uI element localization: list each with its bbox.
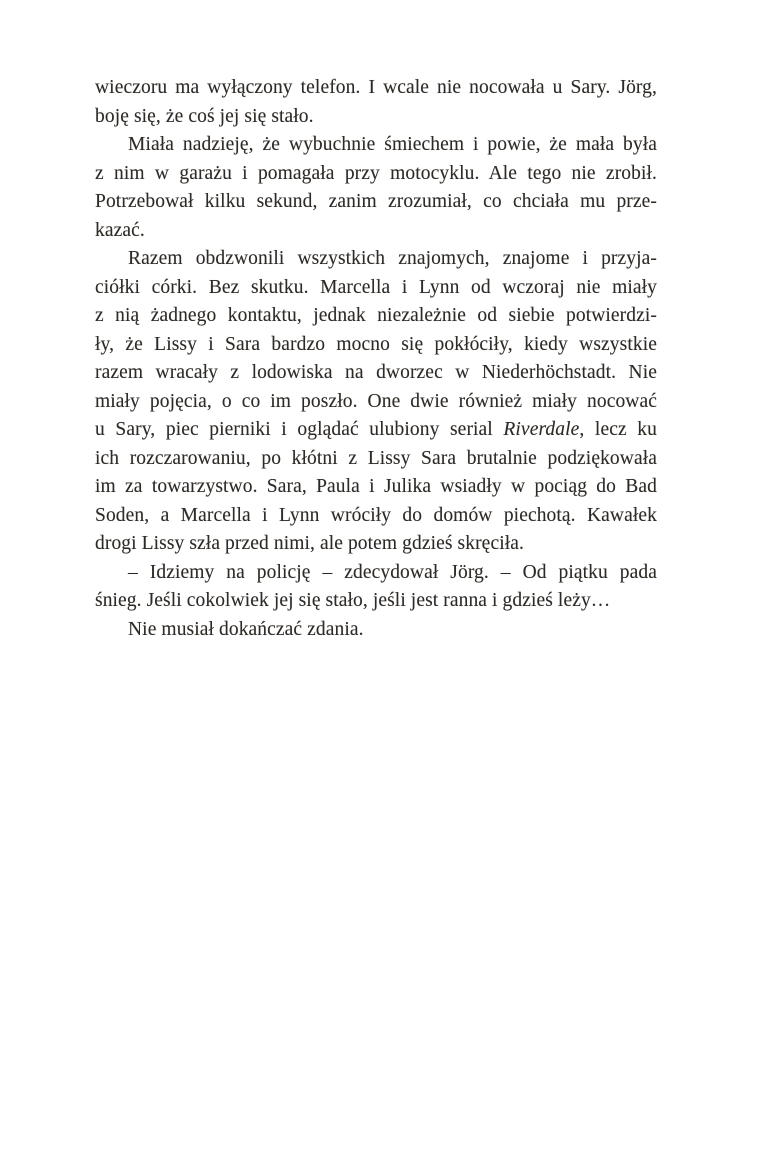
text-line	[95, 502, 657, 531]
text-block	[95, 74, 657, 644]
text-line-content: ich rozczarowaniu, po kłótni z Lissy Sara brutalnie podziękowała	[95, 447, 657, 469]
text-line	[95, 530, 657, 559]
text-line-content: wieczoru ma wyłączony telefon. I wcale nie nocowała u Sary. Jörg,	[95, 77, 657, 98]
text-line-content: drogi Lissy szła przed nimi, ale potem gdzieś skręciła.	[95, 533, 524, 554]
text-line-content: Nie musiał dokańczać zdania.	[128, 618, 364, 640]
text-line-content: miały pojęcia, o co im poszło. One dwie również miały nocować	[95, 390, 657, 412]
text-line	[95, 616, 657, 645]
text-line	[95, 302, 657, 331]
text-line-content: ły, że Lissy i Sara bardzo mocno się pokłóciły, kiedy wszystkie	[95, 333, 657, 355]
text-line-content: z nią żadnego kontaktu, jednak niezależnie od siebie potwierdzi-	[95, 305, 657, 326]
text-line-content: Miała nadzieję, że wybuchnie śmiechem i powie, że mała była	[128, 134, 657, 155]
text-line	[95, 160, 657, 189]
text-line-content: u Sary, piec pierniki i oglądać ulubiony serial Riverdale, lecz ku	[95, 419, 657, 440]
text-line-content: Razem obdzwonili wszystkich znajomych, znajome i przyja-	[128, 248, 657, 269]
text-line-content: im za towarzystwo. Sara, Paula i Julika wsiadły w pociąg do Bad	[95, 476, 657, 497]
text-line	[95, 331, 657, 360]
text-line	[95, 416, 657, 445]
text-line	[95, 217, 657, 246]
text-line	[95, 103, 657, 132]
text-line	[95, 587, 657, 616]
text-line-content: śnieg. Jeśli cokolwiek jej się stało, jeśli jest ranna i gdzieś leży…	[95, 590, 611, 611]
text-line	[95, 74, 657, 103]
text-line	[95, 473, 657, 502]
text-line-content: boję się, że coś jej się stało.	[95, 105, 314, 127]
text-line	[95, 274, 657, 303]
text-line-content: z nim w garażu i pomagała przy motocyklu. Ale tego nie zrobił.	[95, 162, 657, 184]
text-line	[95, 559, 657, 588]
italic-title-text: Riverdale	[503, 419, 580, 440]
text-line	[95, 131, 657, 160]
text-line	[95, 445, 657, 474]
text-line-content: ciółki córki. Bez skutku. Marcella i Lynn od wczoraj nie miały	[95, 276, 657, 298]
text-line-content: Soden, a Marcella i Lynn wróciły do domów piechotą. Kawałek	[95, 504, 657, 526]
text-line-content: razem wracały z lodowiska na dworzec w Niederhöchstadt. Nie	[95, 362, 657, 383]
text-line	[95, 388, 657, 417]
text-line-content: kazać.	[95, 219, 145, 241]
text-line	[95, 245, 657, 274]
text-line-content: – Idziemy na policję – zdecydował Jörg. – Od piątku pada	[128, 561, 657, 583]
text-line	[95, 188, 657, 217]
text-line-content: Potrzebował kilku sekund, zanim zrozumiał, co chciała mu prze-	[95, 191, 657, 212]
text-line	[95, 359, 657, 388]
